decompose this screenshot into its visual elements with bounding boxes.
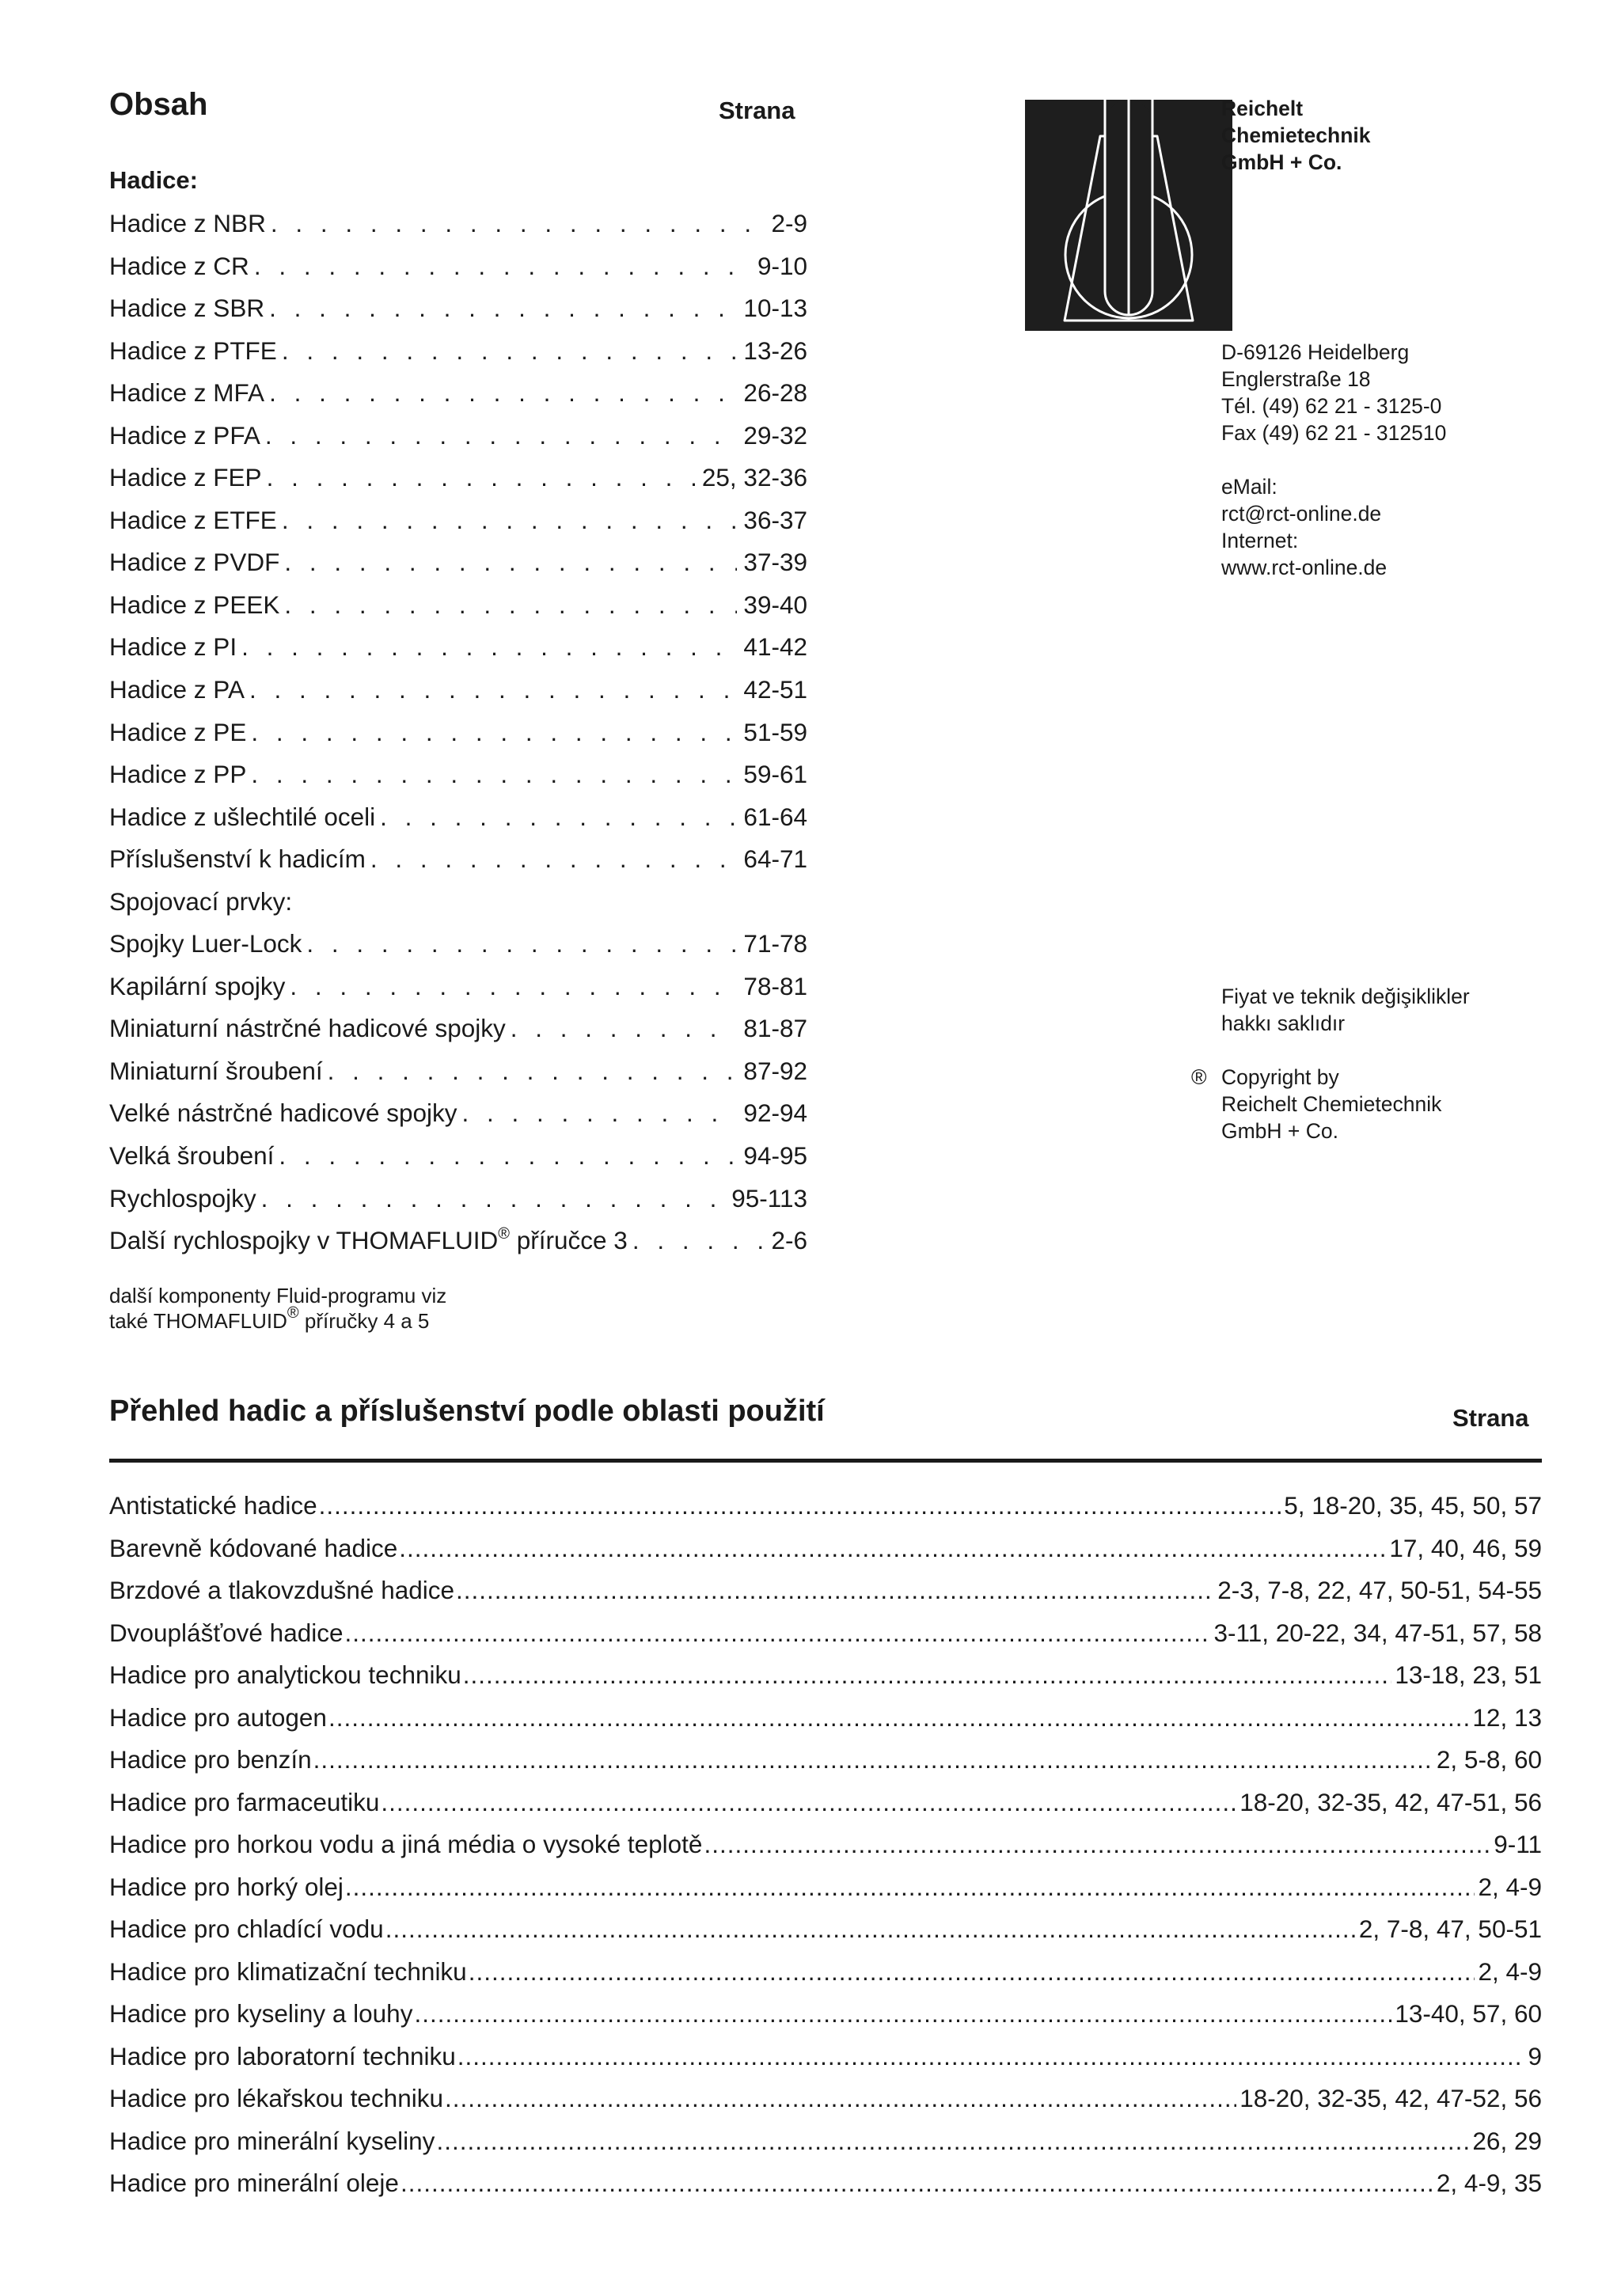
overview-item bbox=[109, 1908, 1542, 1951]
toc-item-label: Hadice z CR bbox=[109, 251, 249, 280]
overview-item-pages: 17, 40, 46, 59 bbox=[1389, 1533, 1542, 1562]
overview-item-pages: 2-3, 7-8, 22, 47, 50-51, 54-55 bbox=[1217, 1576, 1542, 1604]
toc-item-pages: 95-113 bbox=[731, 1183, 807, 1213]
toc-item-label: Další rychlospojky v THOMAFLUID® příručce 3 bbox=[109, 1225, 628, 1255]
toc-item-pages: 51-59 bbox=[743, 717, 807, 746]
overview-item bbox=[109, 1782, 1542, 1824]
dot-leader bbox=[269, 287, 737, 330]
website-link[interactable]: www.rct-online.de bbox=[1221, 556, 1388, 579]
toc-item-label: Spojky Luer-Lock bbox=[109, 929, 302, 958]
dot-leader bbox=[271, 203, 765, 245]
toc-item-pages: 87-92 bbox=[743, 1056, 807, 1085]
toc-item-pages: 94-95 bbox=[743, 1141, 807, 1171]
toc-item-pages: 64-71 bbox=[743, 844, 807, 874]
overview-item-label: Hadice pro farmaceutiku bbox=[109, 1787, 380, 1816]
toc-item-pages: 41-42 bbox=[743, 632, 807, 662]
toc-item-pages: 13-26 bbox=[743, 336, 807, 365]
overview-item-label: Hadice pro klimatizační techniku bbox=[109, 1956, 467, 1986]
registered-icon: ® bbox=[1191, 1065, 1207, 1089]
dot-leader bbox=[261, 1178, 726, 1220]
toc-item bbox=[109, 1050, 807, 1093]
overview-item bbox=[109, 2162, 1542, 2205]
overview-item-label: Hadice pro benzín bbox=[109, 1745, 312, 1774]
overview-item-label: Brzdové a tlakovzdušné hadice bbox=[109, 1576, 455, 1604]
overview-item-label: Hadice pro laboratorní techniku bbox=[109, 2041, 456, 2070]
company-address: D-69126 Heidelberg Englerstraße 18 Tél. (49) 62 21 - 3125-0 Fax (49) 62 21 - 312510 bbox=[1221, 340, 1447, 445]
toc-item bbox=[109, 245, 807, 288]
toc-item-label: Hadice z FEP bbox=[109, 463, 262, 492]
overview-item-label: Hadice pro kyseliny a louhy bbox=[109, 1999, 413, 2028]
toc-item bbox=[109, 923, 807, 966]
overview-item bbox=[109, 1951, 1542, 1994]
dot-leader bbox=[282, 499, 738, 542]
logo-mark-icon bbox=[1025, 100, 1232, 331]
overview-item-label: Hadice pro minerální kyseliny bbox=[109, 2126, 435, 2155]
registered-mark: ® bbox=[498, 1225, 511, 1243]
overview-item-pages: 2, 5-8, 60 bbox=[1436, 1745, 1542, 1774]
dot-leader bbox=[282, 330, 738, 373]
toc-item bbox=[109, 1008, 807, 1050]
overview-item-pages: 2, 4-9 bbox=[1478, 1872, 1542, 1901]
dot-leader bbox=[241, 626, 737, 669]
toc-item bbox=[109, 203, 807, 245]
dot-leader bbox=[380, 796, 737, 839]
dot-leader bbox=[269, 372, 737, 415]
overview-item-label: Dvouplášťové hadice bbox=[109, 1618, 344, 1647]
company-contact: eMail: rct@rct-online.de Internet: www.rct-online.de bbox=[1221, 475, 1388, 579]
toc-item bbox=[109, 1135, 807, 1178]
toc-item-pages: 59-61 bbox=[743, 760, 807, 789]
overview-item bbox=[109, 1824, 1542, 1866]
overview-item-pages: 2, 4-9 bbox=[1478, 1956, 1542, 1986]
overview-item-label: Hadice pro chladící vodu bbox=[109, 1915, 384, 1943]
toc-list bbox=[109, 203, 807, 1262]
dot-leader bbox=[463, 1654, 1392, 1697]
toc-item-label: Velké nástrčné hadicové spojky bbox=[109, 1099, 457, 1128]
divider bbox=[109, 1459, 1542, 1463]
toc-item-label: Hadice z SBR bbox=[109, 294, 265, 323]
toc-item bbox=[109, 1178, 807, 1220]
dot-leader bbox=[511, 1008, 738, 1050]
toc-item bbox=[109, 838, 807, 881]
dot-leader bbox=[249, 669, 737, 712]
overview-item bbox=[109, 1612, 1542, 1655]
dot-leader bbox=[385, 1908, 1356, 1951]
dot-leader bbox=[328, 1697, 1469, 1740]
dot-leader bbox=[456, 1569, 1214, 1612]
toc-item bbox=[109, 457, 807, 499]
toc-item bbox=[109, 499, 807, 542]
dot-leader bbox=[254, 245, 751, 288]
dot-leader bbox=[704, 1824, 1490, 1866]
toc-item-label: Hadice z PVDF bbox=[109, 548, 280, 577]
toc-item-pages: 2-9 bbox=[771, 209, 807, 237]
overview-item-pages: 3-11, 20-22, 34, 47-51, 57, 58 bbox=[1213, 1618, 1542, 1647]
toc-item bbox=[109, 796, 807, 839]
toc-item-pages: 29-32 bbox=[743, 420, 807, 450]
overview-item bbox=[109, 1528, 1542, 1570]
overview-item bbox=[109, 1697, 1542, 1740]
dot-leader bbox=[267, 457, 696, 499]
dot-leader bbox=[265, 415, 738, 457]
overview-item-label: Hadice pro horkou vodu a jiná média o vysoké teplotě bbox=[109, 1830, 703, 1858]
dot-leader bbox=[381, 1782, 1236, 1824]
overview-title: Přehled hadic a příslušenství podle oblasti použití bbox=[109, 1395, 825, 1428]
toc-item-pages: 37-39 bbox=[743, 548, 807, 577]
toc-subsection-label: Spojovací prvky: bbox=[109, 886, 293, 916]
toc-item-label: Miniaturní nástrčné hadicové spojky bbox=[109, 1014, 506, 1043]
dot-leader bbox=[399, 1528, 1386, 1570]
overview-item-label: Hadice pro horký olej bbox=[109, 1872, 344, 1901]
toc-item bbox=[109, 372, 807, 415]
toc-item-pages: 2-6 bbox=[771, 1226, 807, 1255]
toc-item-label: Hadice z PE bbox=[109, 717, 247, 746]
toc-item-label: Kapilární spojky bbox=[109, 971, 286, 1000]
overview-item bbox=[109, 1654, 1542, 1697]
toc-section-hoses: Hadice: bbox=[109, 166, 198, 194]
overview-item bbox=[109, 1485, 1542, 1528]
toc-item-label: Hadice z ETFE bbox=[109, 505, 277, 534]
toc-item-label: Hadice z PP bbox=[109, 760, 247, 789]
toc-item bbox=[109, 330, 807, 373]
toc-item bbox=[109, 753, 807, 796]
overview-item-pages: 13-40, 57, 60 bbox=[1395, 1999, 1542, 2028]
overview-item-pages: 5, 18-20, 35, 45, 50, 57 bbox=[1284, 1491, 1542, 1520]
dot-leader bbox=[306, 923, 737, 966]
toc-item-pages: 9-10 bbox=[757, 251, 807, 280]
registered-mark: ® bbox=[287, 1304, 299, 1322]
toc-title: Obsah bbox=[109, 87, 208, 122]
overview-item-pages: 26, 29 bbox=[1472, 2126, 1542, 2155]
toc-item bbox=[109, 584, 807, 627]
toc-item-pages: 78-81 bbox=[743, 971, 807, 1000]
dot-leader bbox=[469, 1951, 1475, 1994]
dot-leader bbox=[414, 1993, 1391, 2036]
overview-item-label: Barevně kódované hadice bbox=[109, 1533, 398, 1562]
overview-item-label: Hadice pro lékařskou techniku bbox=[109, 2084, 443, 2112]
dot-leader bbox=[345, 1612, 1211, 1655]
overview-item bbox=[109, 1866, 1542, 1909]
toc-item bbox=[109, 1092, 807, 1135]
dot-leader bbox=[313, 1739, 1433, 1782]
dot-leader bbox=[445, 2078, 1236, 2120]
toc-item-pages: 61-64 bbox=[743, 802, 807, 831]
dot-leader bbox=[319, 1485, 1281, 1528]
toc-item bbox=[109, 626, 807, 669]
dot-leader bbox=[345, 1866, 1475, 1909]
toc-subsection bbox=[109, 881, 807, 924]
company-name: Reichelt Chemietechnik GmbH + Co. bbox=[1221, 97, 1371, 174]
toc-item-label: Miniaturní šroubení bbox=[109, 1056, 323, 1085]
toc-item-pages: 26-28 bbox=[743, 378, 807, 408]
toc-page-header: Strana bbox=[719, 97, 795, 124]
overview-page-header: Strana bbox=[1452, 1404, 1529, 1432]
toc-item-label: Hadice z PTFE bbox=[109, 336, 277, 365]
overview-item-pages: 2, 7-8, 47, 50-51 bbox=[1358, 1915, 1542, 1943]
overview-item-pages: 9 bbox=[1528, 2041, 1542, 2070]
toc-item-pages: 42-51 bbox=[743, 675, 807, 704]
toc-item-pages: 25, 32-36 bbox=[701, 463, 807, 492]
dot-leader bbox=[290, 966, 737, 1008]
toc-item-label: Hadice z PA bbox=[109, 675, 245, 704]
toc-item-label: Hadice z PFA bbox=[109, 420, 260, 450]
toc-item-label: Příslušenství k hadicím bbox=[109, 844, 366, 874]
copyright-notice: Copyright by Reichelt Chemietechnik GmbH + Co. bbox=[1221, 1065, 1442, 1143]
dot-leader bbox=[457, 2036, 1525, 2078]
toc-item-label: Rychlospojky bbox=[109, 1183, 256, 1213]
overview-item bbox=[109, 1993, 1542, 2036]
overview-item-label: Hadice pro minerální oleje bbox=[109, 2169, 399, 2197]
toc-item-label: Hadice z ušlechtilé oceli bbox=[109, 802, 376, 831]
toc-item bbox=[109, 287, 807, 330]
toc-item bbox=[109, 966, 807, 1008]
toc-item-pages: 81-87 bbox=[743, 1014, 807, 1043]
dot-leader bbox=[279, 1135, 737, 1178]
toc-item bbox=[109, 712, 807, 754]
toc-item-pages: 39-40 bbox=[743, 590, 807, 619]
overview-item bbox=[109, 1569, 1542, 1612]
dot-leader bbox=[632, 1220, 765, 1262]
overview-item-pages: 18-20, 32-35, 42, 47-52, 56 bbox=[1239, 2084, 1542, 2112]
overview-item-pages: 9-11 bbox=[1494, 1830, 1542, 1858]
dot-leader bbox=[284, 584, 737, 627]
dot-leader bbox=[370, 838, 738, 881]
toc-item-pages: 92-94 bbox=[743, 1099, 807, 1128]
toc-item bbox=[109, 541, 807, 584]
overview-item-label: Hadice pro autogen bbox=[109, 1702, 327, 1732]
overview-item bbox=[109, 2120, 1542, 2163]
price-change-notice: Fiyat ve teknik değişiklikler hakkı saklıdır bbox=[1221, 985, 1470, 1035]
dot-leader bbox=[401, 2162, 1433, 2205]
dot-leader bbox=[328, 1050, 738, 1093]
dot-leader bbox=[284, 541, 737, 584]
overview-item bbox=[109, 2036, 1542, 2078]
overview-item-pages: 13-18, 23, 51 bbox=[1395, 1660, 1542, 1689]
overview-item-label: Hadice pro analytickou techniku bbox=[109, 1660, 461, 1689]
dot-leader bbox=[462, 1092, 738, 1135]
dot-leader bbox=[251, 753, 737, 796]
toc-item-label: Hadice z MFA bbox=[109, 378, 265, 408]
toc-note: další komponenty Fluid-programu viz také THOMAFLUID® příručky 4 a 5 bbox=[109, 1284, 447, 1333]
toc-item bbox=[109, 1220, 807, 1262]
dot-leader bbox=[251, 712, 737, 754]
toc-item-label: Hadice z PEEK bbox=[109, 590, 280, 619]
toc-item bbox=[109, 415, 807, 457]
overview-list bbox=[109, 1485, 1542, 2205]
toc-item-label: Velká šroubení bbox=[109, 1141, 275, 1171]
toc-item-label: Hadice z PI bbox=[109, 632, 237, 662]
overview-item-pages: 18-20, 32-35, 42, 47-51, 56 bbox=[1239, 1787, 1542, 1816]
company-logo bbox=[1025, 100, 1232, 331]
toc-item bbox=[109, 669, 807, 712]
overview-item bbox=[109, 1739, 1542, 1782]
overview-item bbox=[109, 2078, 1542, 2120]
toc-item-label: Hadice z NBR bbox=[109, 209, 266, 237]
overview-item-pages: 12, 13 bbox=[1472, 1702, 1542, 1732]
toc-item-pages: 71-78 bbox=[743, 929, 807, 958]
dot-leader bbox=[436, 2120, 1469, 2163]
email-link[interactable]: rct@rct-online.de bbox=[1221, 502, 1382, 526]
overview-item-label: Antistatické hadice bbox=[109, 1491, 317, 1520]
overview-item-pages: 2, 4-9, 35 bbox=[1436, 2169, 1542, 2197]
toc-item-pages: 10-13 bbox=[743, 294, 807, 323]
toc-item-pages: 36-37 bbox=[743, 505, 807, 534]
